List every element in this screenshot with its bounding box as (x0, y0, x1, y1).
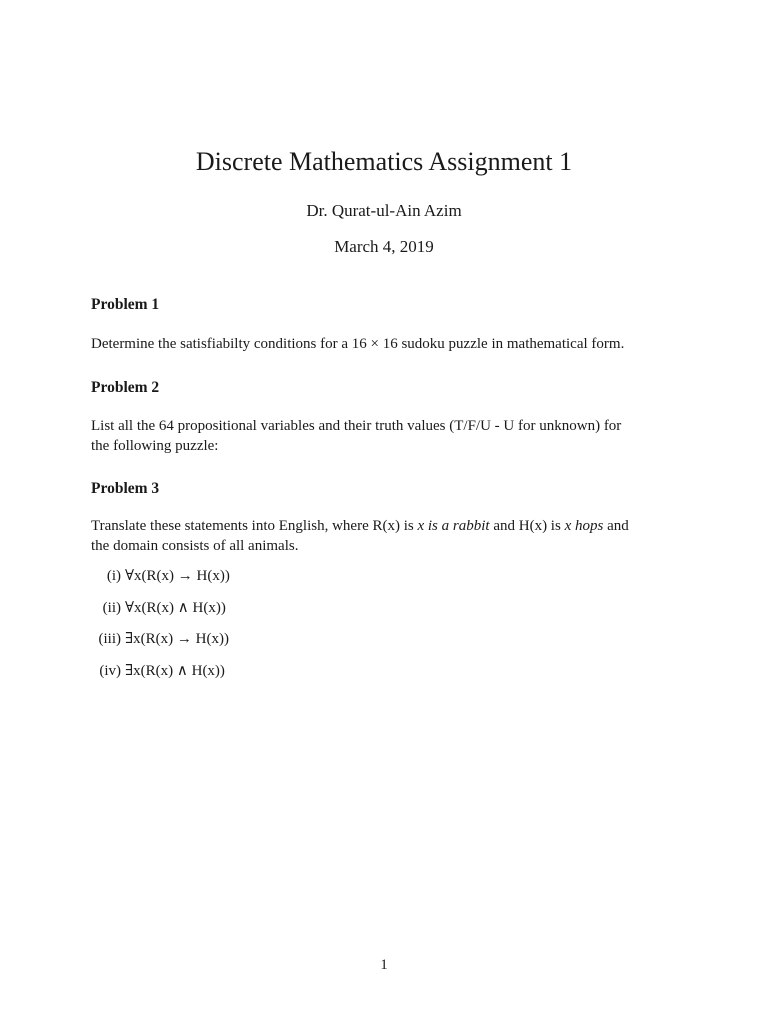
problem-2-line-2: the following puzzle: (91, 438, 219, 454)
problem-3-line-1 (91, 516, 681, 536)
problem-2-heading: Problem 2 (91, 379, 160, 396)
problem-2-line-1: List all the 64 propositional variables and their truth values (T/F/U - U for unknown) for (91, 418, 622, 434)
list-item-label: (i) (106, 568, 121, 584)
problem-3-line-1-part-e: and (603, 518, 629, 534)
list-item-label: (ii) (102, 599, 121, 616)
problem-3-hops-definition: x hops (564, 518, 604, 534)
document-date: March 4, 2019 (334, 237, 434, 256)
problem-3-text (91, 516, 681, 556)
list-item-formula: ∀x(R(x) ∧ H(x)) (125, 599, 226, 616)
list-item-formula: ∀x(R(x) → H(x)) (125, 568, 230, 584)
problem-1-heading: Problem 1 (91, 296, 160, 313)
list-item (91, 661, 491, 693)
problem-3-line-1-part-c: and H(x) is (489, 518, 565, 534)
list-item-formula: ∃x(R(x) ∧ H(x)) (125, 662, 225, 679)
document-author: Dr. Qurat-ul-Ain Azim (306, 201, 462, 220)
problem-3-line-2: the domain consists of all animals. (91, 538, 299, 554)
page-number: 1 (380, 957, 388, 973)
list-item-label: (iii) (98, 631, 121, 647)
list-item (91, 598, 491, 630)
problem-3-rabbit-definition: x is a rabbit (417, 518, 490, 534)
problem-3-heading: Problem 3 (91, 480, 160, 497)
list-item (91, 629, 491, 661)
list-item-formula: ∃x(R(x) → H(x)) (125, 631, 229, 647)
list-item-label: (iv) (99, 662, 121, 679)
list-item (91, 566, 491, 598)
problem-3-line-1-part-a: Translate these statements into English, where R(x) is (91, 518, 418, 534)
document-title: Discrete Mathematics Assignment 1 (195, 147, 573, 176)
problem-1-line: Determine the satisfiabilty conditions for a 16 × 16 sudoku puzzle in mathematical form. (91, 336, 625, 352)
problem-3-list (91, 566, 491, 692)
problem-1-text (91, 334, 681, 354)
problem-2-text (91, 416, 681, 456)
